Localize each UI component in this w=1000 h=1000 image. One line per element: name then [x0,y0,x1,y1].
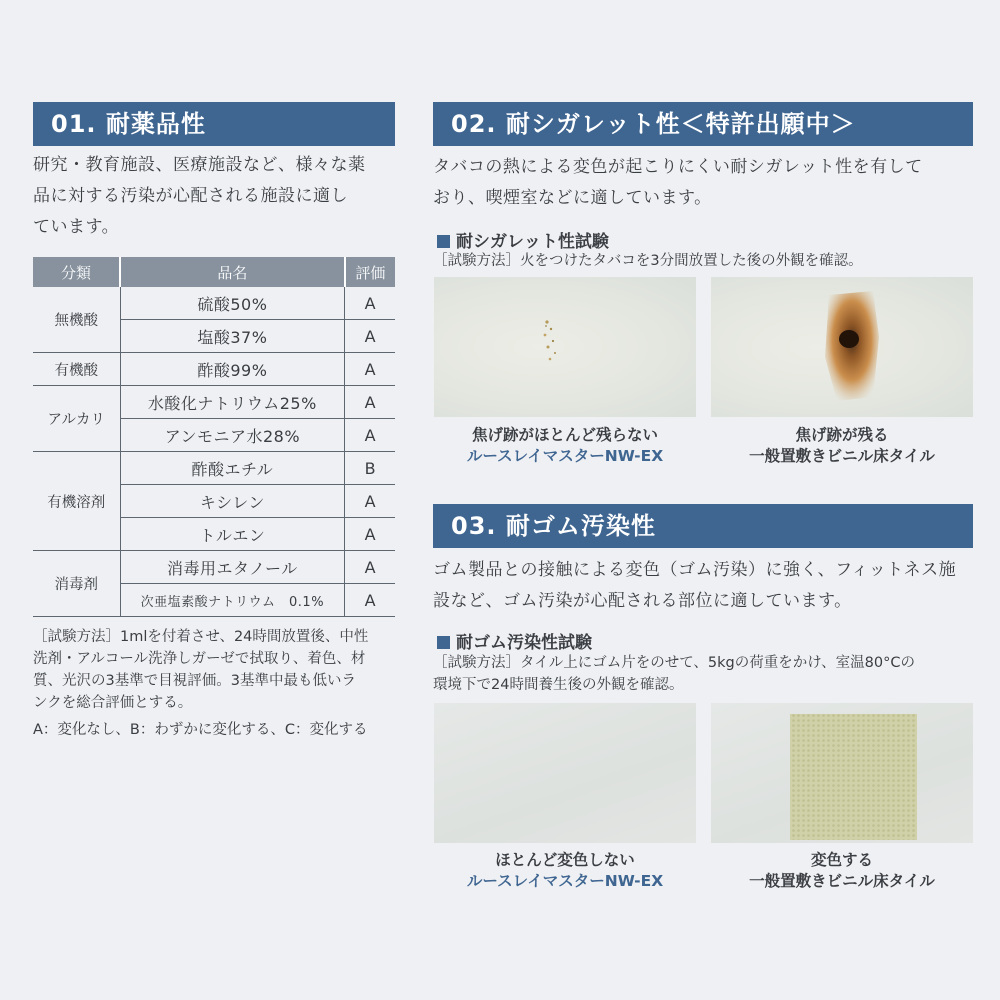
brand-name: ルースレイマスターNW-EX [466,447,664,465]
name-cell: 消毒用エタノール [120,551,345,584]
caption-discoloration [711,850,973,892]
name-cell: 硫酸50% [120,287,345,320]
burn-mark [711,277,973,417]
section3-line: ゴム製品との接触による変色（ゴム汚染）に強く、フィットネス施 [433,560,957,580]
caption-text: ほとんど変色しない [495,851,635,869]
category-cell: アルカリ [33,386,120,452]
method-line: 環境下で24時間養生後の外観を確認。 [433,677,684,693]
rating-cell: A [345,353,395,386]
section1-line: 品に対する汚染が心配される施設に適し [33,186,348,206]
section2-title: 02. 耐シガレット性＜特許出願中＞ [433,102,973,146]
category-cell: 消毒剤 [33,551,120,617]
rubber-stain-mark [711,703,973,843]
caption-no-discoloration [434,850,696,892]
rating-cell: B [345,452,395,485]
name-cell: トルエン [120,518,345,551]
rating-cell: A [345,386,395,419]
rating-cell: A [345,551,395,584]
caption-text: 焦げ跡が残る [795,426,889,444]
method-line: 洗剤・アルコール洗浄しガーゼで拭取り、着色、材 [33,651,366,667]
square-bullet-icon [437,235,450,248]
caption-text: 焦げ跡がほとんど残らない [471,426,658,444]
section1-line: 研究・教育施設、医療施設など、様々な薬 [33,155,366,175]
method-line: A：変化なし、B：わずかに変化する、C：変化する [33,722,368,738]
rating-cell: A [345,287,395,320]
rating-cell: A [345,584,395,617]
table-header-row [33,257,395,287]
caption-text: 一般置敷きビニル床タイル [749,447,935,465]
name-cell: 水酸化ナトリウム25% [120,386,345,419]
table-header: 品名 [120,257,345,287]
section1-line: ています。 [33,217,120,237]
section3-subheading-text: 耐ゴム汚染性試験 [456,633,592,653]
method-line: 質、光沢の3基準で目視評価。3基準中最も低いラ [33,673,356,689]
section2-subheading [437,227,609,252]
chemical-resistance-table [33,257,395,617]
table-row [33,452,395,485]
square-bullet-icon [437,636,450,649]
category-cell: 有機酸 [33,353,120,386]
photo-discoloration [711,703,973,843]
section3-title: 03. 耐ゴム汚染性 [433,504,973,548]
category-cell: 有機溶剤 [33,452,120,551]
name-cell: キシレン [120,485,345,518]
caption-burn-mark [711,425,973,467]
section2-method: ［試験方法］火をつけたタバコを3分間放置した後の外観を確認。 [433,253,863,269]
method-line: ［試験方法］タイル上にゴム片をのせて、5kgの荷重をかけ、室温80°Cの [433,655,915,671]
method-line: ンクを総合評価とする。 [33,695,193,711]
rating-cell: A [345,485,395,518]
category-cell: 無機酸 [33,287,120,353]
caption-minimal-burn [434,425,696,467]
name-cell: 塩酸37% [120,320,345,353]
section2-line: おり、喫煙室などに適しています。 [433,188,712,208]
section1-title: 01. 耐薬品性 [33,102,395,146]
name-cell: アンモニア水28% [120,419,345,452]
method-line: ［試験方法］1mlを付着させ、24時間放置後、中性 [33,629,369,645]
section3-subheading [437,628,592,653]
name-cell: 次亜塩素酸ナトリウム 0.1% [120,584,345,617]
table-row [33,551,395,584]
table-row [33,353,395,386]
rating-cell: A [345,419,395,452]
brand-name: ルースレイマスターNW-EX [466,872,664,890]
photo-minimal-burn [434,277,696,417]
photo-no-discoloration [434,703,696,843]
name-cell: 酢酸エチル [120,452,345,485]
table-row [33,287,395,320]
table-row [33,386,395,419]
rating-cell: A [345,518,395,551]
table-header: 分類 [33,257,120,287]
rating-cell: A [345,320,395,353]
section2-subheading-text: 耐シガレット性試験 [456,232,609,252]
table-header: 評価 [345,257,395,287]
section2-line: タバコの熱による変色が起こりにくい耐シガレット性を有して [433,157,923,177]
section3-line: 設など、ゴム汚染が心配される部位に適しています。 [433,591,852,611]
faint-burn-mark [434,277,696,417]
photo-burn-mark [711,277,973,417]
name-cell: 酢酸99% [120,353,345,386]
caption-text: 変色する [810,851,873,869]
caption-text: 一般置敷きビニル床タイル [749,872,935,890]
